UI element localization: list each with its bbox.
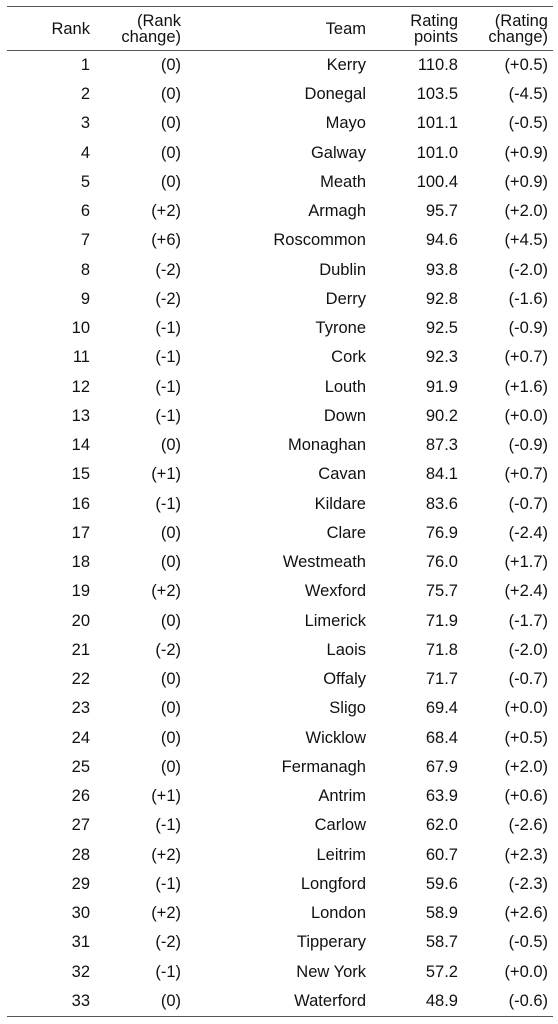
table-row (7, 987, 553, 1017)
cell-rating-points: 68.4 (425, 728, 458, 747)
header-team: Team (325, 19, 366, 38)
cell-rank-change: (-1) (155, 494, 181, 513)
cell-rating-points: 84.1 (425, 465, 458, 484)
cell-rating-change: (+2.3) (504, 845, 548, 864)
table-row (7, 928, 553, 957)
cell-rank-change: (-1) (155, 816, 181, 835)
cell-team: Limerick (304, 611, 366, 630)
cell-rank: 12 (71, 377, 90, 396)
cell-team: Tipperary (296, 933, 366, 952)
cell-rating-change: (-1.6) (508, 289, 548, 308)
header-rating-change: (Rating change) (488, 11, 548, 46)
cell-rank-change: (0) (160, 611, 181, 630)
cell-rank-change: (0) (160, 114, 181, 133)
table-row (7, 782, 553, 811)
cell-team: Donegal (304, 85, 366, 104)
cell-team: Down (323, 406, 366, 425)
cell-rank-change: (+2) (151, 845, 181, 864)
cell-rank-change: (0) (160, 143, 181, 162)
cell-rating-points: 94.6 (425, 231, 458, 250)
cell-rank: 6 (80, 202, 90, 221)
cell-rank-change: (0) (160, 991, 181, 1010)
cell-rank: 1 (80, 56, 90, 74)
cell-rank: 4 (80, 143, 90, 162)
table-row (7, 139, 553, 168)
cell-rating-points: 92.5 (425, 319, 458, 338)
cell-rank: 17 (71, 523, 90, 542)
cell-rating-points: 58.7 (425, 933, 458, 952)
cell-rank: 14 (71, 436, 90, 455)
table-row (7, 665, 553, 694)
cell-rating-change: (-0.9) (508, 319, 548, 338)
table-row (7, 694, 553, 723)
cell-team: Kildare (314, 494, 366, 513)
cell-rating-change: (+0.7) (504, 348, 548, 367)
cell-rating-points: 76.0 (425, 553, 458, 572)
cell-rating-change: (-2.3) (508, 874, 548, 893)
ratings-table (7, 6, 553, 1017)
table-header (7, 7, 553, 51)
table-row (7, 724, 553, 753)
cell-team: Mayo (325, 114, 366, 133)
cell-team: Kerry (326, 56, 366, 74)
cell-rank: 18 (71, 553, 90, 572)
cell-rank-change: (0) (160, 85, 181, 104)
header-rank-change: (Rank change) (121, 11, 181, 46)
header-rating-points: Rating points (410, 11, 458, 46)
cell-team: Clare (326, 523, 366, 542)
cell-team: Waterford (294, 991, 366, 1010)
cell-rank-change: (-1) (155, 319, 181, 338)
cell-rank: 30 (71, 904, 90, 923)
cell-rank: 25 (71, 757, 90, 776)
cell-rank: 21 (71, 640, 90, 659)
cell-rating-change: (-2.0) (508, 640, 548, 659)
cell-rank-change: (0) (160, 728, 181, 747)
cell-rating-change: (-1.7) (508, 611, 548, 630)
cell-team: Louth (324, 377, 366, 396)
cell-rating-points: 91.9 (425, 377, 458, 396)
cell-rating-points: 59.6 (425, 874, 458, 893)
cell-rank: 7 (80, 231, 90, 250)
cell-rating-change: (-0.9) (508, 436, 548, 455)
cell-rating-change: (+0.0) (504, 962, 548, 981)
cell-rating-points: 92.8 (425, 289, 458, 308)
cell-rating-points: 71.8 (425, 640, 458, 659)
cell-rank-change: (0) (160, 553, 181, 572)
cell-rank-change: (-1) (155, 406, 181, 425)
cell-rank-change: (0) (160, 56, 181, 74)
cell-team: Carlow (314, 816, 366, 835)
cell-rank-change: (-2) (155, 289, 181, 308)
cell-rating-points: 71.7 (425, 670, 458, 689)
table-row (7, 753, 553, 782)
cell-rank: 2 (80, 85, 90, 104)
cell-rating-points: 69.4 (425, 699, 458, 718)
cell-rating-points: 95.7 (425, 202, 458, 221)
cell-rating-points: 93.8 (425, 260, 458, 279)
cell-rank-change: (-1) (155, 874, 181, 893)
cell-rating-change: (-2.4) (508, 523, 548, 542)
cell-rank: 13 (71, 406, 90, 425)
table-row (7, 343, 553, 372)
cell-rating-points: 83.6 (425, 494, 458, 513)
cell-rating-change: (-2.6) (508, 816, 548, 835)
cell-rank: 26 (71, 787, 90, 806)
cell-team: Sligo (329, 699, 366, 718)
cell-rating-change: (-0.7) (508, 670, 548, 689)
cell-rating-points: 103.5 (416, 85, 458, 104)
table-row (7, 636, 553, 665)
cell-rating-points: 87.3 (425, 436, 458, 455)
cell-rank-change: (-2) (155, 933, 181, 952)
cell-rank: 31 (71, 933, 90, 952)
table-row (7, 109, 553, 138)
cell-rating-change: (+2.6) (504, 904, 548, 923)
cell-rating-change: (-0.5) (508, 114, 548, 133)
table-body (7, 51, 553, 1017)
cell-rating-points: 67.9 (425, 757, 458, 776)
cell-rank-change: (0) (160, 670, 181, 689)
cell-rating-points: 63.9 (425, 787, 458, 806)
cell-rank: 15 (71, 465, 90, 484)
table-row (7, 490, 553, 519)
cell-rating-change: (+0.9) (504, 172, 548, 191)
cell-team: Westmeath (282, 553, 366, 572)
table-row (7, 519, 553, 548)
table-row (7, 256, 553, 285)
cell-rating-change: (-0.5) (508, 933, 548, 952)
table-row (7, 958, 553, 987)
cell-team: Roscommon (273, 231, 366, 250)
cell-rank: 28 (71, 845, 90, 864)
cell-rating-change: (+1.7) (504, 553, 548, 572)
cell-team: New York (296, 962, 366, 981)
table-row (7, 51, 553, 81)
cell-team: Galway (310, 143, 366, 162)
cell-rank: 5 (80, 172, 90, 191)
cell-rating-change: (+0.5) (504, 728, 548, 747)
cell-rank: 27 (71, 816, 90, 835)
cell-rating-change: (+0.0) (504, 406, 548, 425)
cell-rank-change: (+2) (151, 202, 181, 221)
cell-rank-change: (0) (160, 523, 181, 542)
cell-rating-points: 48.9 (425, 991, 458, 1010)
cell-team: London (310, 904, 366, 923)
cell-rank-change: (-1) (155, 962, 181, 981)
header-row (7, 7, 553, 51)
cell-team: Leitrim (316, 845, 366, 864)
cell-rating-points: 75.7 (425, 582, 458, 601)
cell-rating-change: (+1.6) (504, 377, 548, 396)
cell-rating-points: 58.9 (425, 904, 458, 923)
cell-rank-change: (-2) (155, 260, 181, 279)
cell-rank-change: (-1) (155, 377, 181, 396)
table-row (7, 314, 553, 343)
cell-team: Cavan (318, 465, 366, 484)
cell-rank: 8 (80, 260, 90, 279)
cell-rank: 23 (71, 699, 90, 718)
table-row (7, 285, 553, 314)
cell-team: Wexford (304, 582, 366, 601)
cell-rating-change: (+2.0) (504, 202, 548, 221)
cell-team: Longford (300, 874, 366, 893)
cell-team: Monaghan (288, 436, 366, 455)
table-row (7, 607, 553, 636)
cell-rank-change: (0) (160, 757, 181, 776)
table-row (7, 577, 553, 606)
cell-rating-points: 100.4 (416, 172, 458, 191)
table-row (7, 80, 553, 109)
cell-rank-change: (+1) (151, 787, 181, 806)
cell-rank: 20 (71, 611, 90, 630)
cell-team: Fermanagh (281, 757, 366, 776)
cell-team: Laois (326, 640, 366, 659)
cell-rank: 9 (80, 289, 90, 308)
table-row (7, 460, 553, 489)
table-row (7, 811, 553, 840)
cell-rating-change: (+0.9) (504, 143, 548, 162)
cell-rating-change: (+4.5) (504, 231, 548, 250)
cell-rank-change: (+2) (151, 904, 181, 923)
cell-rank-change: (+1) (151, 465, 181, 484)
cell-rank: 11 (72, 348, 90, 367)
cell-rank-change: (+2) (151, 582, 181, 601)
table-row (7, 870, 553, 899)
cell-rating-points: 57.2 (425, 962, 458, 981)
cell-rating-points: 62.0 (425, 816, 458, 835)
cell-team: Tyrone (315, 319, 366, 338)
cell-team: Wicklow (305, 728, 366, 747)
cell-rating-points: 101.0 (416, 143, 458, 162)
cell-rank-change: (-1) (155, 348, 181, 367)
cell-team: Derry (325, 289, 366, 308)
cell-team: Cork (331, 348, 366, 367)
table-row (7, 373, 553, 402)
table-row (7, 431, 553, 460)
cell-rank-change: (+6) (151, 231, 181, 250)
cell-team: Dublin (319, 260, 366, 279)
cell-team: Offaly (323, 670, 366, 689)
cell-rank-change: (-2) (155, 640, 181, 659)
cell-rating-change: (+0.0) (504, 699, 548, 718)
cell-rating-points: 71.9 (425, 611, 458, 630)
table-row (7, 548, 553, 577)
cell-rating-change: (+2.4) (504, 582, 548, 601)
cell-rating-change: (+0.6) (504, 787, 548, 806)
cell-rating-change: (-4.5) (508, 85, 548, 104)
ratings-table-container (7, 6, 553, 1017)
cell-rating-change: (-0.7) (508, 494, 548, 513)
cell-rank: 19 (71, 582, 90, 601)
cell-rank-change: (0) (160, 436, 181, 455)
cell-rank: 29 (71, 874, 90, 893)
cell-team: Armagh (308, 202, 366, 221)
table-row (7, 226, 553, 255)
cell-rating-change: (-2.0) (508, 260, 548, 279)
cell-rank-change: (0) (160, 172, 181, 191)
cell-rank: 32 (71, 962, 90, 981)
cell-rank: 16 (71, 494, 90, 513)
table-row (7, 899, 553, 928)
cell-rating-change: (-0.6) (508, 991, 548, 1010)
cell-rank: 3 (80, 114, 90, 133)
cell-rating-change: (+0.5) (504, 56, 548, 74)
cell-rating-points: 92.3 (425, 348, 458, 367)
cell-rating-points: 76.9 (425, 523, 458, 542)
table-row (7, 402, 553, 431)
cell-rating-points: 110.8 (417, 56, 458, 74)
cell-rank: 33 (71, 991, 90, 1010)
cell-team: Meath (320, 172, 366, 191)
header-rank: Rank (51, 19, 90, 38)
table-row (7, 197, 553, 226)
cell-rank: 22 (71, 670, 90, 689)
cell-rank: 10 (71, 319, 90, 338)
cell-rating-points: 60.7 (425, 845, 458, 864)
table-row (7, 841, 553, 870)
cell-team: Antrim (318, 787, 366, 806)
cell-rating-points: 101.1 (416, 114, 458, 133)
table-row (7, 168, 553, 197)
cell-rating-points: 90.2 (425, 406, 458, 425)
cell-rank-change: (0) (160, 699, 181, 718)
cell-rating-change: (+2.0) (504, 757, 548, 776)
cell-rank: 24 (71, 728, 90, 747)
cell-rating-change: (+0.7) (504, 465, 548, 484)
